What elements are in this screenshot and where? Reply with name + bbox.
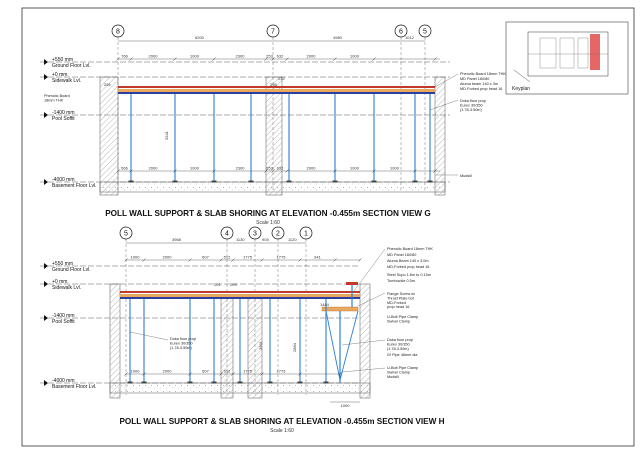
height-dim: 3991	[258, 341, 263, 350]
callout: MD-Forked prop head 16	[387, 265, 430, 269]
prop-base-plate	[428, 181, 433, 183]
grid-label: 8	[116, 28, 120, 36]
prop-base-plate	[212, 181, 217, 183]
dim-label: 253	[266, 53, 273, 59]
level-name: Pool Soffit	[52, 319, 75, 325]
view-scale: Scale 1:60	[256, 220, 280, 226]
callout: Aluma beam 140 x 3m	[460, 82, 498, 86]
level-name: Ground Floor Lvl.	[52, 63, 91, 69]
level-value: +550 mm	[52, 57, 73, 63]
grid-label: 5	[423, 28, 427, 36]
callout: Tumbuckle 0.5m	[387, 279, 415, 283]
callout: Mudsill	[460, 174, 472, 178]
view-scale: Scale 1:60	[270, 428, 294, 434]
dim-label: 607	[202, 254, 209, 260]
level-name: Ground Floor Lvl.	[52, 267, 91, 273]
overall-dim: 3968	[172, 237, 181, 242]
small-dim: 269	[230, 282, 237, 287]
dim-label: 2000	[306, 53, 316, 59]
view-title: POLL WALL SUPPORT & SLAB SHORING AT ELEVATION -0.455m SECTION VIEW G	[105, 209, 431, 218]
callout: MD Panel 160/80	[387, 253, 417, 257]
overall-dim: 1130	[236, 237, 245, 242]
prop-base-plate	[372, 181, 377, 183]
prop-base-plate	[413, 181, 418, 183]
dim-label: 941	[314, 254, 321, 260]
callout: MD Panel 160/80	[460, 77, 490, 81]
overall-dim: 6200	[195, 35, 204, 40]
prop-base-plate	[129, 181, 134, 183]
callout: GI Pipe 48mm dia	[387, 353, 418, 357]
prop-base-plate	[333, 181, 338, 183]
keyplan-highlight	[590, 34, 600, 70]
prop-base-plate	[298, 382, 303, 384]
grid-label: 4	[225, 230, 229, 238]
aluma-beam	[118, 89, 435, 92]
prop-base-plate	[287, 181, 292, 183]
dim-label: 2000	[162, 254, 172, 260]
dim-label: 632	[276, 53, 284, 59]
dim-label: 512	[223, 368, 231, 374]
dim-label: 1775	[276, 368, 286, 374]
callout: Phenolic Board 18mm THK	[460, 72, 506, 76]
callout: Phenolic Board 18mm THK	[387, 247, 433, 251]
level-value: -4000 mm	[52, 177, 75, 183]
height-dim: 3341	[164, 131, 169, 140]
grid-label: 2	[276, 230, 280, 238]
dim-label: 2000	[306, 165, 316, 171]
prop-base-plate	[249, 181, 254, 183]
dim-label: 766	[121, 53, 128, 59]
grid-label: 1	[304, 230, 308, 238]
dim-label: 2300	[235, 53, 245, 59]
dim-label: 1000	[190, 53, 199, 59]
callout: Steel Supo 1.8m to 0.15m	[387, 273, 431, 277]
callout: Doka floor prop Eurex 30/350 (1.78-3.50m)	[387, 338, 413, 351]
dim-label: 1775	[276, 254, 286, 260]
overall-dim: 905	[262, 237, 269, 242]
dim-label: 1775	[243, 368, 252, 374]
dim-label: 566	[121, 165, 128, 171]
phenolic-note: Phenolic Board 18mm THK	[44, 94, 70, 103]
callout: Flange Screw w/ Thrust Plate but MD-Forked prop head 16	[387, 292, 416, 310]
level-value: -1400 mm	[52, 110, 75, 116]
callouts-h	[342, 247, 433, 379]
section-view-g	[40, 25, 506, 226]
dim-label: 2300	[235, 165, 245, 171]
bottom-dim: 1000	[340, 403, 350, 408]
level-name: Basement Floor Lvl.	[52, 183, 97, 189]
level-markers-h	[44, 261, 96, 390]
grid-markers-h	[120, 227, 312, 239]
callout: U-Bolt Pipe Clamp Swivel Clamp Mudsill	[387, 366, 419, 379]
overall-dim: 1012	[405, 35, 414, 40]
dim-label: 607	[202, 368, 209, 374]
dim-label: 1000	[130, 254, 140, 260]
callout: U-Bolt Pipe Clamp Swivel Clamp	[387, 315, 419, 324]
dim-label: 253	[266, 165, 273, 171]
prop-base-plate	[188, 382, 193, 384]
aluma-beam	[120, 294, 360, 297]
grid-markers-g	[112, 25, 431, 37]
grid-label: 3	[253, 230, 257, 238]
height-dim: 1484	[320, 302, 329, 307]
grid-label: 6	[399, 28, 403, 36]
keyplan-label: Keyplan	[512, 86, 531, 92]
keyplan	[506, 22, 628, 94]
prop-base-plate	[212, 382, 217, 384]
overall-dim: 1120	[288, 237, 297, 242]
phenolic-board	[120, 291, 360, 293]
level-value: -1400 mm	[52, 313, 75, 319]
section-view-h	[40, 227, 445, 434]
dim-label: 1000	[130, 368, 140, 374]
dim-label: 1000	[350, 53, 359, 59]
view-title: POLL WALL SUPPORT & SLAB SHORING AT ELEVATION -0.455m SECTION VIEW H	[119, 417, 445, 426]
small-dim: 232	[278, 76, 285, 81]
prop-base-plate	[142, 382, 147, 384]
grid-label: 7	[271, 28, 275, 36]
dim-label: 1000	[190, 165, 199, 171]
prop-note: Doka floor prop Eurex 30/350 (1.78-3.50m)	[170, 337, 196, 350]
prop-base-plate	[128, 382, 133, 384]
small-dim: 256	[104, 82, 111, 87]
overall-dim: 4980	[333, 35, 342, 40]
small-dim: 298	[270, 82, 277, 87]
dim-label: 632	[276, 165, 284, 171]
dim-label: 1000	[350, 165, 359, 171]
level-name: Basement Floor Lvl.	[52, 384, 97, 390]
level-value: +0 mm	[52, 279, 68, 285]
grid-label: 5	[124, 230, 128, 238]
small-dim: 201	[214, 282, 221, 287]
md-panel	[120, 297, 360, 299]
prop-base-plate	[238, 382, 243, 384]
dim-label: 2000	[148, 53, 158, 59]
level-name: Sidewalk Lvl.	[52, 285, 82, 291]
prop-base-plate	[268, 382, 273, 384]
height-dim: 2884	[292, 343, 297, 352]
callout: Doka floor prop Eurex 30/350 (1.78-3.50m)	[460, 99, 486, 112]
dim-label: 1775	[243, 254, 252, 260]
prop-base-plate	[324, 382, 329, 384]
level-name: Pool Soffit	[52, 116, 75, 122]
dim-label: 2000	[162, 368, 172, 374]
dim-label: 2000	[148, 165, 158, 171]
prop-base-plate	[173, 181, 178, 183]
callout: MD-Forked prop head 16	[460, 87, 503, 91]
callout: Aluma Beam 140 x 3.0m	[387, 259, 429, 263]
level-name: Sidewalk Lvl.	[52, 78, 82, 84]
level-value: +0 mm	[52, 72, 68, 78]
level-value: +550 mm	[52, 261, 73, 267]
level-value: -4000 mm	[52, 378, 75, 384]
md-panel	[118, 92, 435, 94]
dim-label: 1000	[390, 165, 399, 171]
dim-label: 512	[223, 254, 231, 260]
